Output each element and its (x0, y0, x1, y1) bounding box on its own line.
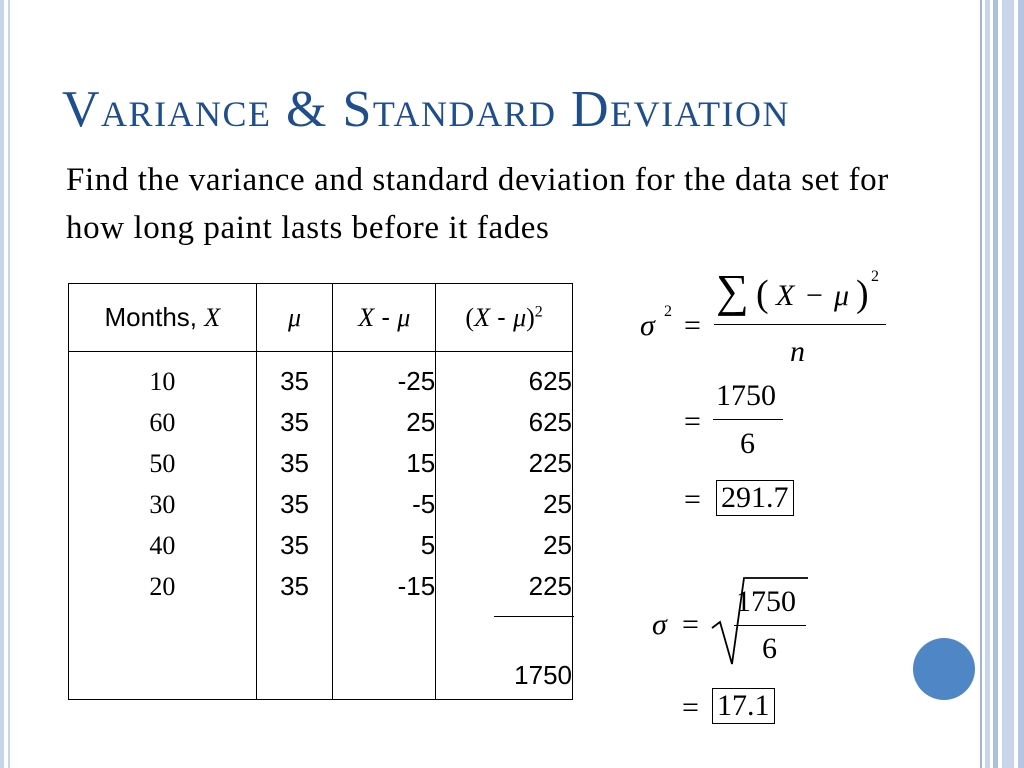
equals-sign: = (682, 691, 699, 724)
mu-value: 35 (280, 366, 309, 396)
squared-value: 225 (528, 448, 572, 478)
squared-value: 25 (543, 530, 572, 560)
x-value: 20 (149, 572, 176, 601)
difference-value: -15 (397, 571, 436, 601)
data-table (68, 283, 573, 700)
header-sq-mu: μ (513, 303, 527, 332)
denominator-n: n (790, 335, 805, 368)
sd-numerator: 1750 (736, 585, 796, 618)
column-squared-values (436, 352, 573, 700)
variance-denominator: 6 (740, 427, 755, 460)
x-value: 10 (149, 367, 176, 396)
fraction-bar (734, 625, 806, 626)
summation-symbol: ∑ (716, 265, 749, 316)
sum-total: 1750 (514, 660, 572, 690)
mu-value: 35 (280, 530, 309, 560)
sum-underline (494, 616, 574, 658)
decorative-circle (913, 638, 975, 700)
x-value: 60 (149, 408, 176, 437)
sigma-squared-exponent: 2 (664, 303, 672, 320)
header-mu-label: μ (288, 302, 302, 332)
equals-sign: = (684, 483, 701, 516)
mu-value: 35 (280, 571, 309, 601)
fraction-bar (713, 419, 783, 420)
table-header-row (69, 284, 573, 352)
sd-denominator: 6 (762, 632, 777, 665)
column-mu-values (256, 352, 333, 700)
equals-sign: = (682, 608, 699, 641)
difference-value: 15 (406, 448, 436, 478)
slide-frame-right (978, 0, 1024, 768)
header-months (69, 284, 257, 352)
difference-value: -25 (397, 366, 436, 396)
equals-sign: = (684, 309, 701, 342)
header-squared: (X - μ)$^2$ (436, 284, 573, 352)
variance-numerator: 1750 (716, 379, 776, 412)
slide-body-text: Find the variance and standard deviation for the data set for how long paint lasts before it fades (66, 162, 889, 246)
x-value: 30 (149, 490, 176, 519)
header-months-label: Months, (104, 302, 205, 332)
slide-title: Variance & Standard Deviation (62, 81, 791, 138)
mu-value: 35 (280, 489, 309, 519)
sigma-symbol: σ (640, 309, 655, 342)
squared-value: 625 (528, 407, 572, 437)
header-mu (256, 284, 333, 352)
squared-value: 225 (528, 571, 572, 601)
sd-result: 17.1 (712, 688, 775, 724)
squared-value: 625 (528, 366, 572, 396)
header-months-var: X (204, 303, 221, 332)
close-paren: ) (856, 273, 869, 315)
difference-value: -5 (412, 489, 436, 519)
header-sq-x: X (474, 303, 490, 332)
difference-value: 25 (406, 407, 436, 437)
table-body-row (69, 352, 573, 700)
mu-value: 35 (280, 407, 309, 437)
numerator-exponent: 2 (871, 268, 879, 285)
header-diff-x: X (358, 303, 375, 332)
x-value: 40 (149, 531, 176, 560)
difference-value: 5 (420, 530, 436, 560)
equals-sign: = (684, 405, 701, 438)
numerator-mu: μ (834, 279, 850, 312)
variance-result: 291.7 (716, 480, 794, 516)
numerator-x: X (776, 279, 795, 312)
column-x-values (69, 352, 257, 700)
header-difference: X - μ (333, 284, 436, 352)
sigma-symbol: σ (652, 608, 667, 641)
squared-value: 25 (543, 489, 572, 519)
mu-value: 35 (280, 448, 309, 478)
minus-sign: − (806, 279, 823, 312)
fraction-bar (714, 324, 886, 325)
x-value: 50 (149, 449, 176, 478)
open-paren: ( (756, 273, 769, 315)
column-difference-values (333, 352, 436, 700)
slide-frame-left (0, 0, 12, 768)
header-diff-mu: μ (397, 303, 411, 332)
